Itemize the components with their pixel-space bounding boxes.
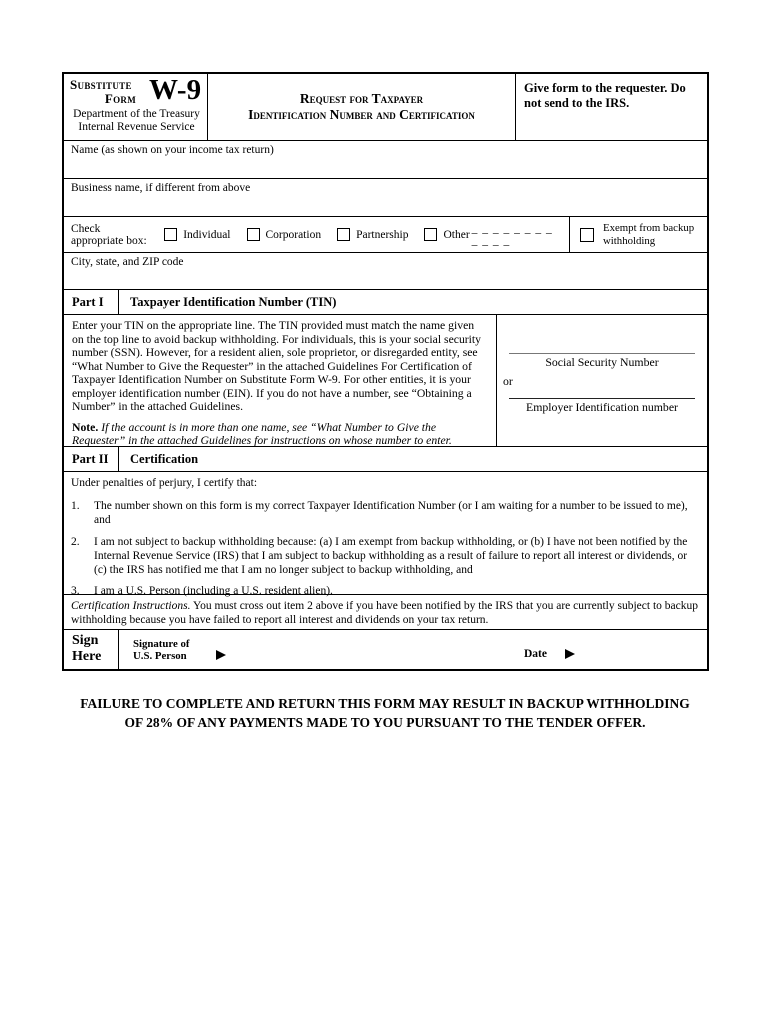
signature-row — [64, 629, 707, 669]
irs-line: Internal Revenue Service — [78, 121, 195, 133]
ssn-entry-line[interactable] — [509, 353, 695, 354]
exempt-checkbox[interactable] — [580, 228, 594, 242]
corporation-label: Corporation — [265, 228, 322, 241]
form-header — [64, 74, 707, 140]
certification-instructions-label: Certification Instructions. — [71, 600, 191, 612]
certification-instructions-text: You must cross out item 2 above if you have been notified by the IRS that you are currently subject to backup withholding because you have failed to report all interest and dividends on your tax return. — [71, 600, 698, 626]
backup-withholding-warning — [0, 694, 770, 732]
ssn-label: Social Security Number — [545, 355, 659, 369]
date-arrow-icon — [565, 649, 575, 659]
certification-instructions — [64, 594, 707, 629]
form-title-line2: Identification Number and Certification — [248, 107, 475, 122]
requester-instruction: Give form to the requester. Do not send to the IRS. — [524, 81, 686, 110]
item3-number: 3. — [71, 585, 80, 597]
business-name-input[interactable] — [64, 178, 707, 216]
partnership-checkbox[interactable] — [337, 228, 350, 241]
exempt-label: Exempt from backup withholding — [603, 222, 695, 247]
part1-header — [64, 289, 707, 314]
part2-header — [64, 446, 707, 471]
part1-body — [64, 314, 707, 446]
part1-label: Part I — [64, 290, 119, 314]
part1-title: Taxpayer Identification Number (TIN) — [130, 294, 337, 309]
check-caption: Check appropriate box: — [71, 222, 147, 247]
sign-word: Sign — [72, 633, 99, 648]
dept-treasury-line: Department of the Treasury — [73, 108, 200, 120]
other-label: Other — [443, 228, 470, 241]
form-number: W-9 — [149, 74, 202, 106]
city-state-zip-label: City, state, and ZIP code — [71, 256, 184, 268]
form-title-line1: Request for Taxpayer — [299, 91, 424, 106]
entity-type-row — [64, 216, 707, 252]
form-word-label: Form — [104, 91, 136, 106]
other-checkbox[interactable] — [424, 228, 437, 241]
signature-entry-area[interactable] — [226, 630, 525, 669]
part2-title: Certification — [130, 451, 199, 466]
certification-item-1 — [71, 499, 698, 527]
part1-note-text: If the account is in more than one name, see “What Number to Give the Requester” in the attached Guidelines for instructions on whose number to enter. — [72, 420, 452, 447]
name-field-label: Name (as shown on your income tax return) — [71, 144, 274, 156]
city-state-zip-input[interactable] — [64, 252, 707, 289]
substitute-label: Substitute — [70, 77, 132, 92]
signature-of-label: Signature of U.S. Person — [133, 637, 190, 662]
part2-label: Part II — [64, 447, 119, 471]
part1-body-text: Enter your TIN on the appropriate line. The TIN provided must match the name given on the top line to avoid backup withholding. For individuals, this is your social security number (SSN). However, for a resident alien, sole proprietor, or disregarded entity, see “What Number to Give the Requester” in the attached Guidelines For Certification of Taxpayer Identification Number on Substitute Form W-9. For other entities, it is your employer identification number (EIN). If you do not have a number, see “Obtaining a Number” in the attached Guidelines. — [72, 319, 482, 413]
date-label: Date — [524, 647, 547, 660]
or-label: or — [503, 374, 513, 388]
individual-checkbox[interactable] — [164, 228, 177, 241]
corporation-option — [247, 228, 322, 241]
here-word: Here — [72, 648, 102, 664]
part1-note — [72, 421, 488, 448]
certification-item-2 — [71, 535, 698, 577]
signature-arrow-icon — [216, 650, 226, 660]
partnership-label: Partnership — [356, 228, 409, 241]
partnership-option — [337, 228, 408, 241]
other-blank-input[interactable]: _ _ _ _ _ _ _ _ _ _ _ _ — [471, 222, 553, 247]
w9-form-table — [62, 72, 709, 671]
signature-body — [119, 630, 707, 669]
sign-here-label — [64, 630, 119, 669]
corporation-checkbox[interactable] — [247, 228, 260, 241]
individual-option — [164, 228, 230, 241]
item1-number: 1. — [71, 500, 80, 512]
other-option — [424, 223, 553, 247]
date-block — [524, 640, 575, 660]
certification-intro: Under penalties of perjury, I certify that: — [71, 477, 258, 489]
exempt-backup-withholding-option — [569, 217, 707, 252]
ein-label: Employer Identification number — [525, 400, 678, 414]
item1-text: The number shown on this form is my correct Taxpayer Identification Number (or I am waiting for a number to be issued to me), and — [94, 500, 688, 526]
part1-instructions — [64, 315, 497, 446]
name-input[interactable] — [64, 140, 707, 178]
warning-line2: OF 28% OF ANY PAYMENTS MADE TO YOU PURSUANT TO THE TENDER OFFER. — [124, 715, 646, 730]
ein-entry-line[interactable] — [509, 398, 695, 399]
form-id-block — [64, 74, 208, 140]
business-name-field-label: Business name, if different from above — [71, 182, 251, 194]
certification-item-3 — [71, 584, 698, 598]
item2-text: I am not subject to backup withholding because: (a) I am exempt from backup withholding, or (b) I have not been notified by the Internal Revenue Service (IRS) that I am subject to backup withholding as a result of failure to report all interest or dividends, or (c) the IRS has notified me that I am no longer subject to backup withholding, and — [94, 535, 688, 576]
item3-text: I am a U.S. Person (including a U.S. resident alien). — [94, 585, 333, 597]
part1-note-label: Note. — [72, 420, 99, 434]
individual-label: Individual — [183, 228, 231, 241]
item2-number: 2. — [71, 535, 80, 548]
warning-line1: FAILURE TO COMPLETE AND RETURN THIS FORM MAY RESULT IN BACKUP WITHHOLDING — [80, 696, 690, 711]
tin-entry-area — [497, 315, 707, 446]
form-title — [208, 74, 516, 140]
entity-type-options — [64, 217, 569, 252]
part2-body — [64, 471, 707, 597]
